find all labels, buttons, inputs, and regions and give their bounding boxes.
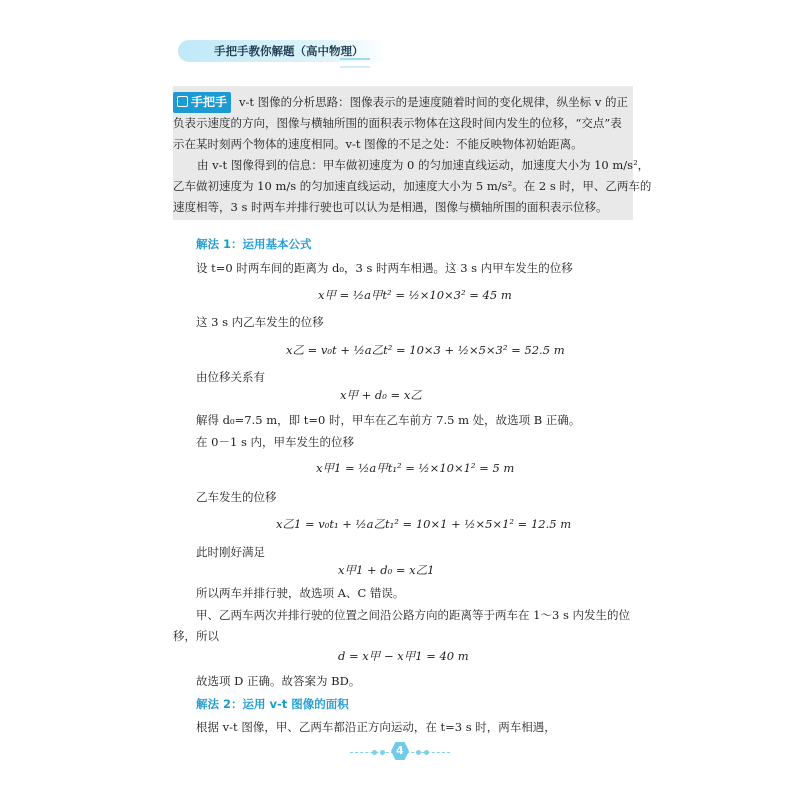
tip-line-2: 负表示速度的方向，图像与横轴所围的面积表示物体在这段时间内发生的位移，“交点”表 (173, 116, 622, 130)
method2-line-1: 根据 v-t 图像，甲、乙两车都沿正方向运动，在 t=3 s 时，两车相遇， (196, 720, 556, 734)
tip-line-3: 示在某时刻两个物体的速度相同。v-t 图像的不足之处：不能反映物体初始距离。 (173, 137, 583, 151)
equation-5: x乙1 = v₀t₁ + ½a乙t₁² = 10×1 + ½×5×1² = 12.5 m (276, 517, 572, 531)
equation-3: x甲 + d₀ = x乙 (340, 388, 422, 402)
footer-dot (380, 750, 385, 755)
method1-line-2: 这 3 s 内乙车发生的位移 (196, 315, 324, 329)
method1-line-3: 由位移关系有 (196, 370, 265, 384)
tip-line-6: 速度相等，3 s 时两车并排行驶也可以认为是相遇，图像与横轴所围的面积表示位移。 (173, 200, 608, 214)
method1-line-8: 所以两车并排行驶，故选项 A、C 错误。 (196, 586, 405, 600)
tip-line-4: 由 v-t 图像得到的信息：甲车做初速度为 0 的匀加速直线运动，加速度大小为 10 m/s²， (197, 158, 650, 172)
equation-2: x乙 = v₀t + ½a乙t² = 10×3 + ½×5×3² = 52.5 m (286, 343, 565, 357)
method1-line-4: 解得 d₀=7.5 m，即 t=0 时，甲车在乙车前方 7.5 m 处，故选项 B 正确。 (196, 413, 581, 427)
method1-line-10: 移，所以 (173, 629, 219, 643)
method1-line-9: 甲、乙两车两次并排行驶的位置之间沿公路方向的距离等于两车在 1～3 s 内发生的位 (196, 608, 630, 622)
header-decoration (340, 58, 370, 68)
tip-line-1: 手把手 v-t 图像的分析思路：图像表示的是速度随着时间的变化规律，纵坐标 v 的正 (173, 92, 633, 113)
footer-dot (416, 750, 421, 755)
method1-line-6: 乙车发生的位移 (196, 490, 277, 504)
method1-line-1: 设 t=0 时两车间的距离为 d₀，3 s 时两车相遇。这 3 s 内甲车发生的位移 (196, 261, 573, 275)
equation-6: x甲1 + d₀ = x乙1 (338, 563, 435, 577)
method1-title: 解法 1：运用基本公式 (196, 237, 312, 251)
equation-7: d = x甲 − x甲1 = 40 m (338, 649, 469, 663)
footer-dot (372, 750, 377, 755)
method1-line-11: 故选项 D 正确。故答案为 BD。 (196, 674, 361, 688)
tip-badge: 手把手 (173, 92, 231, 113)
header-title: 手把手教你解题（高中物理） (214, 44, 364, 58)
method1-line-7: 此时刚好满足 (196, 545, 265, 559)
page-number: 4 (396, 744, 404, 757)
footer-dot (424, 750, 429, 755)
equation-4: x甲1 = ½a甲t₁² = ½×10×1² = 5 m (316, 461, 515, 475)
equation-1: x甲 = ½a甲t² = ½×10×3² = 45 m (318, 288, 512, 302)
pencil-icon (177, 96, 188, 107)
method2-title: 解法 2：运用 v-t 图像的面积 (196, 697, 349, 711)
tip-line-5: 乙车做初速度为 10 m/s 的匀加速直线运动，加速度大小为 5 m/s²。在 2 s 时，甲、乙两车的 (173, 179, 652, 193)
method1-line-5: 在 0－1 s 内，甲车发生的位移 (196, 435, 355, 449)
